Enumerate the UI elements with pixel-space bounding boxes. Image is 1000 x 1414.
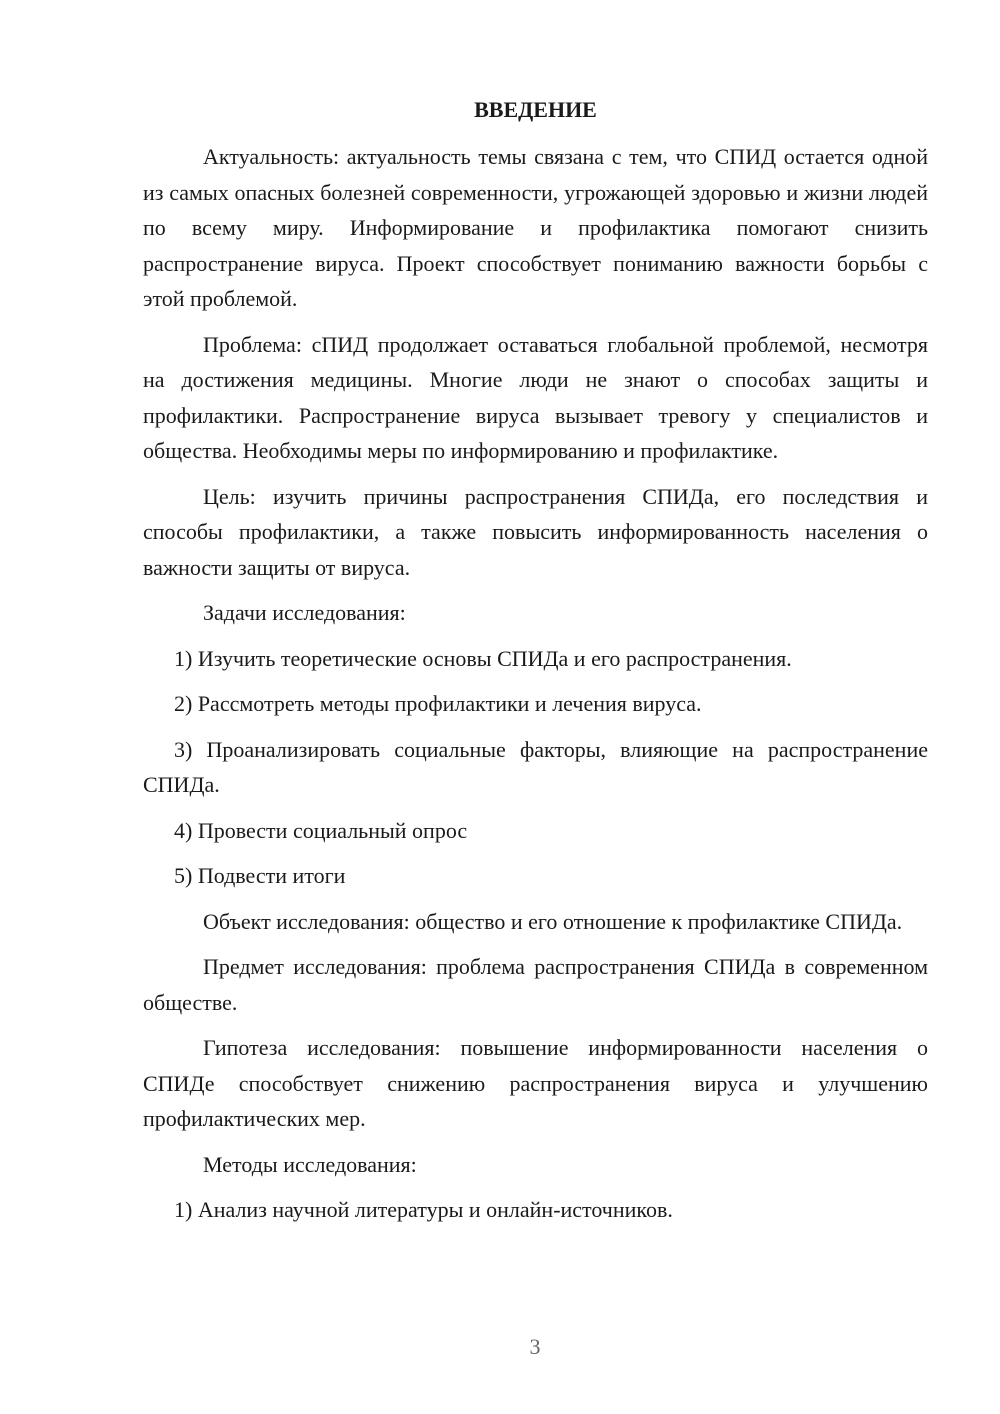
goal-paragraph: Цель: изучить причины распространения СПИДа, его последствия и способы профилактики, а также повысить информированность населения о важности защиты от вируса. [143, 483, 928, 580]
problem-paragraph: Проблема: сПИД продолжает оставаться глобальной проблемой, несмотря на достижения медицины. Многие люди не знают о способах защиты и профилактики. Распространение вируса вызывает тревогу у специалистов и общества. Необходимы меры по информированию и профилактике. [143, 331, 928, 463]
task-item: 4) Провести социальный опрос [174, 817, 468, 843]
object-paragraph: Объект исследования: общество и его отношение к профилактике СПИДа. [203, 908, 903, 934]
task-item: 1) Изучить теоретические основы СПИДа и его распространения. [174, 645, 792, 671]
page-number: 3 [529, 1334, 541, 1359]
task-item: 2) Рассмотреть методы профилактики и лечения вируса. [174, 691, 702, 716]
task-item: 3) Проанализировать социальные факторы, влияющие на распространение СПИДа. [143, 736, 928, 797]
page-content [143, 92, 928, 1238]
task-item: 5) Подвести итоги [174, 863, 346, 888]
tasks-heading: Задачи исследования: [203, 600, 406, 625]
methods-heading: Методы исследования: [203, 1151, 417, 1177]
method-item: 1) Анализ научной литературы и онлайн-источников. [174, 1197, 673, 1222]
hypothesis-paragraph: Гипотеза исследования: повышение информированности населения о СПИДе способствует снижению распространения вируса и улучшению профилактических мер. [143, 1035, 928, 1131]
subject-paragraph: Предмет исследования: проблема распространения СПИДа в современном обществе. [143, 954, 928, 1015]
section-title: ВВЕДЕНИЕ [474, 97, 597, 122]
relevance-paragraph: Актуальность: актуальность темы связана с тем, что СПИД остается одной из самых опасных болезней современности, угрожающей здоровью и жизни людей по всему миру. Информирование и профилактика помогают снизить распространение вируса. Проект способствует пониманию важности борьбы с этой проблемой. [143, 144, 928, 311]
